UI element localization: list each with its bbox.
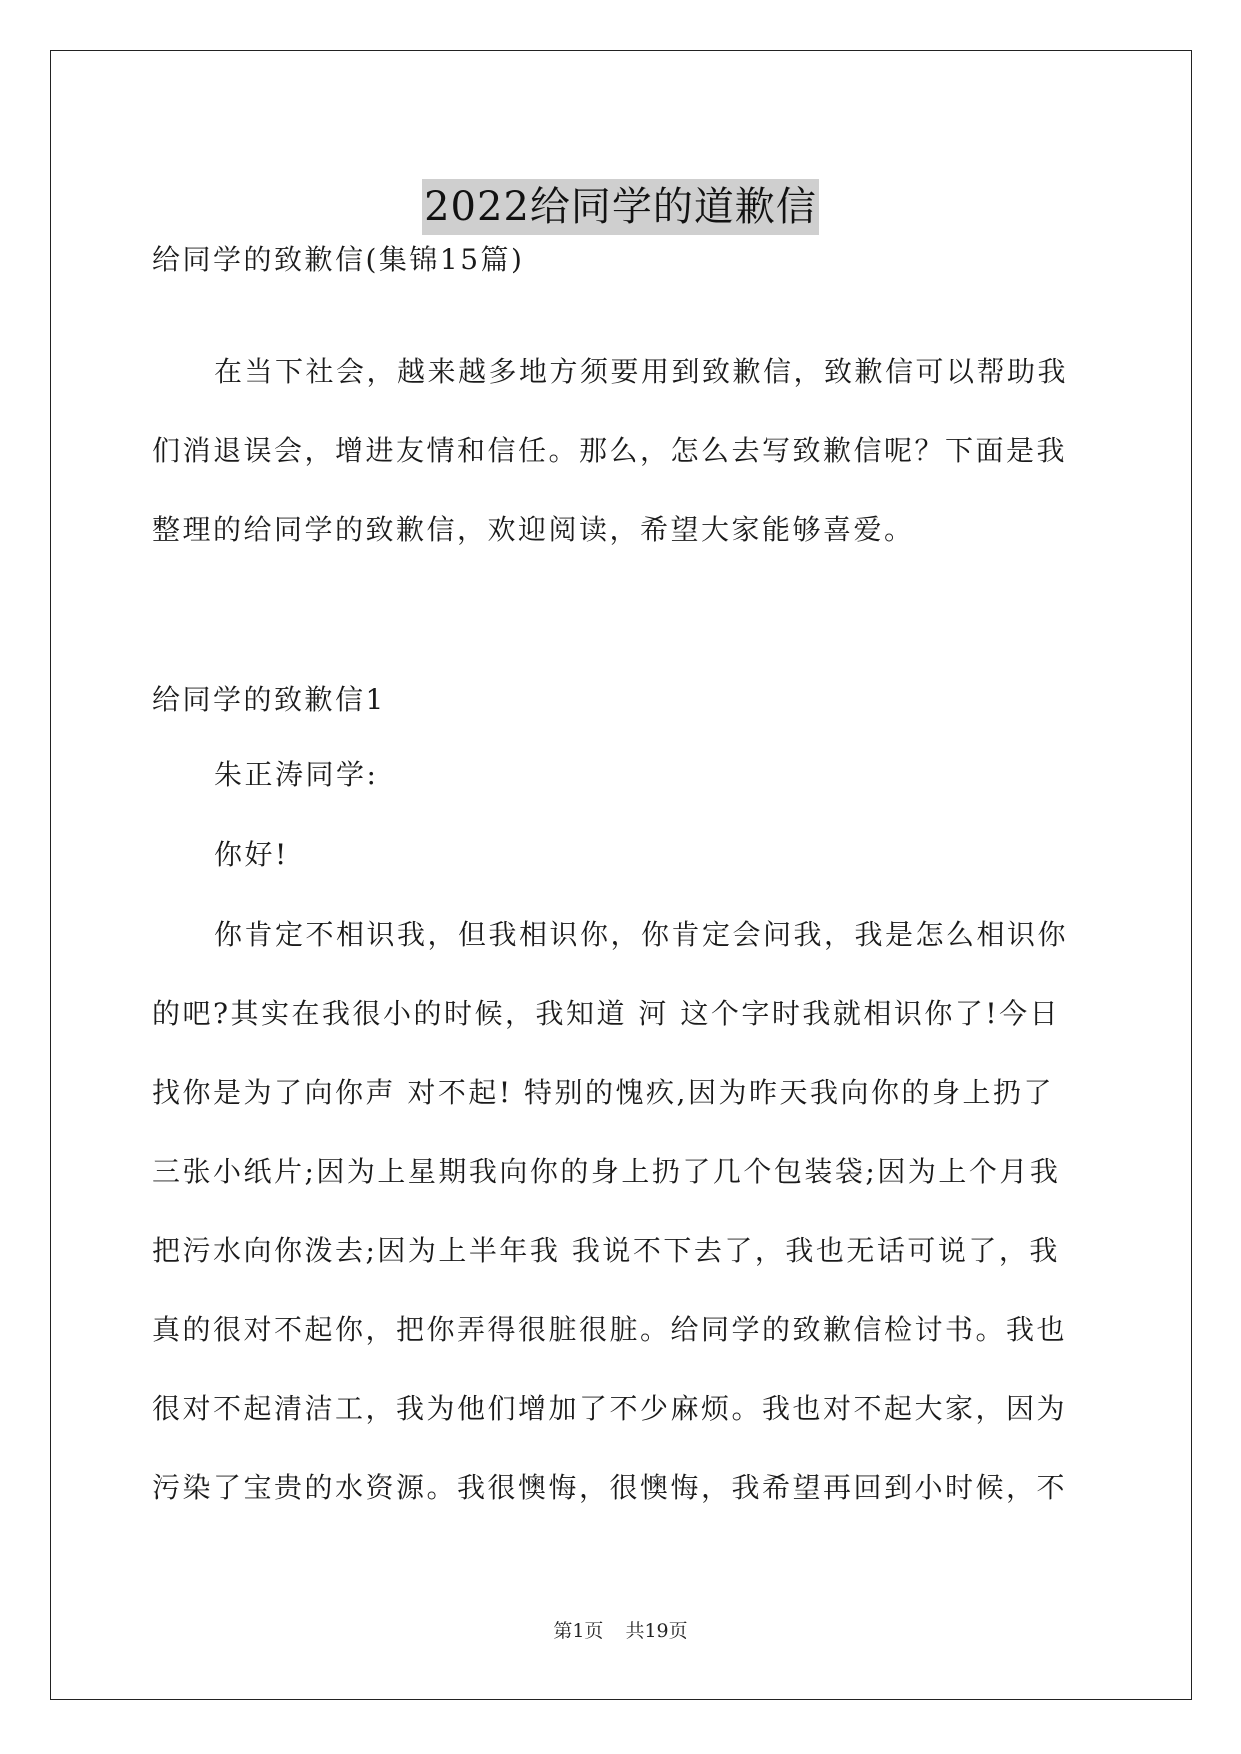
page-footer xyxy=(0,1616,1241,1643)
body-line: 很对不起清洁工，我为他们增加了不少麻烦。我也对不起大家，因为 xyxy=(152,1392,1068,1425)
body-line: 三张小纸片;因为上星期我向你的身上扔了几个包装袋;因为上个月我 xyxy=(152,1155,1061,1188)
body-line: 把污水向你泼去;因为上半年我 我说不下去了，我也无话可说了，我 xyxy=(152,1234,1060,1267)
body-line: 真的很对不起你，把你弄得很脏很脏。给同学的致歉信检讨书。我也 xyxy=(152,1313,1068,1346)
intro-line: 在当下社会，越来越多地方须要用到致歉信，致歉信可以帮助我 xyxy=(214,355,1069,388)
body-line: 你肯定不相识我，但我相识你，你肯定会问我，我是怎么相识你 xyxy=(214,918,1069,951)
document-title: 2022给同学的道歉信 xyxy=(422,179,819,235)
total-pages: 共19页 xyxy=(625,1620,688,1642)
letter-body-paragraph xyxy=(152,895,1092,1527)
letter-salutation: 朱正涛同学: xyxy=(214,758,379,791)
intro-paragraph xyxy=(152,332,1092,569)
intro-line: 们消退误会，增进友情和信任。那么，怎么去写致歉信呢？下面是我 xyxy=(152,434,1068,467)
document-subtitle: 给同学的致歉信(集锦15篇) xyxy=(152,243,525,276)
section-heading: 给同学的致歉信1 xyxy=(152,683,386,716)
letter-greeting: 你好! xyxy=(214,838,289,871)
intro-line: 整理的给同学的致歉信，欢迎阅读，希望大家能够喜爱。 xyxy=(152,513,915,546)
page-number: 第1页 xyxy=(553,1620,604,1642)
body-line: 污染了宝贵的水资源。我很懊悔，很懊悔，我希望再回到小时候，不 xyxy=(152,1471,1068,1504)
body-line: 找你是为了向你声 对不起! 特别的愧疚,因为昨天我向你的身上扔了 xyxy=(152,1076,1054,1109)
body-line: 的吧?其实在我很小的时候，我知道 河 这个字时我就相识你了!今日 xyxy=(152,997,1061,1030)
